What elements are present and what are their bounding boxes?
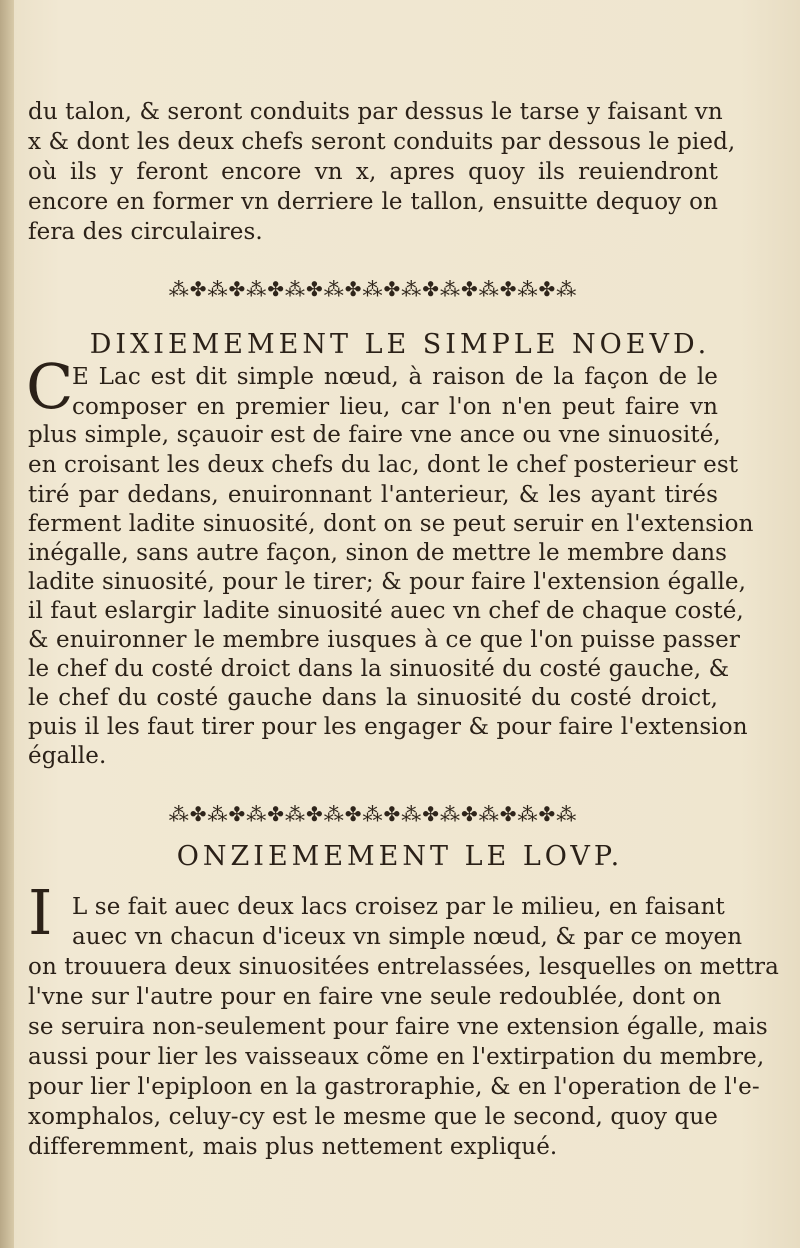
- text-line: E Lac est dit simple nœud, à raison de la façon de le: [72, 364, 718, 390]
- text-line: le chef du costé droict dans la sinuosité du costé gauche, &: [28, 656, 730, 682]
- drop-cap: I: [28, 876, 53, 949]
- text-line: puis il les faut tirer pour les engager & pour faire l'extension: [28, 714, 748, 740]
- text-line: du talon, & seront conduits par dessus le tarse y faisant vn: [28, 99, 723, 125]
- text-line: le chef du costé gauche dans la sinuosité du costé droict,: [28, 685, 718, 711]
- text-line: l'vne sur l'autre pour en faire vne seule redoublée, dont on: [28, 984, 722, 1010]
- text-line: plus simple, sçauoir est de faire vne ance ou vne sinuosité,: [28, 422, 721, 448]
- text-line: pour lier l'epiploon en la gastroraphie, & en l'operation de l'e-: [28, 1074, 760, 1100]
- text-line: ladite sinuosité, pour le tirer; & pour faire l'extension égalle,: [28, 569, 747, 595]
- text-line: auec vn chacun d'iceux vn simple nœud, & par ce moyen: [72, 924, 743, 950]
- text-line: on trouuera deux sinuositées entrelassées, lesquelles on mettra: [28, 954, 779, 980]
- text-line: se seruira non-seulement pour faire vne extension égalle, mais: [28, 1014, 768, 1040]
- printer-ornament: ⁂✤⁂✤⁂✤⁂✤⁂✤⁂✤⁂✤⁂✤⁂✤⁂✤⁂: [168, 802, 578, 826]
- text-line: inégalle, sans autre façon, sinon de mettre le membre dans: [28, 540, 728, 566]
- text-line: il faut eslargir ladite sinuosité auec vn chef de chaque costé,: [28, 598, 744, 624]
- text-line: où ils y feront encore vn x, apres quoy ils reuiendront: [28, 159, 718, 185]
- text-line: differemment, mais plus nettement expliqué.: [28, 1134, 558, 1160]
- printer-ornament: ⁂✤⁂✤⁂✤⁂✤⁂✤⁂✤⁂✤⁂✤⁂✤⁂✤⁂: [168, 277, 578, 301]
- drop-cap: C: [26, 350, 74, 423]
- text-line: composer en premier lieu, car l'on n'en peut faire vn: [72, 394, 718, 420]
- text-line: ferment ladite sinuosité, dont on se peut seruir en l'extension: [28, 511, 754, 537]
- text-line: aussi pour lier les vaisseaux cõme en l'extirpation du membre,: [28, 1044, 765, 1070]
- section-heading: DIXIEMEMENT LE SIMPLE NOEVD.: [89, 329, 711, 360]
- text-line: tiré par dedans, enuironnant l'anterieur, & les ayant tirés: [28, 482, 718, 508]
- text-line: encore en former vn derriere le tallon, ensuitte dequoy on: [28, 189, 718, 215]
- text-line: x & dont les deux chefs seront conduits par dessous le pied,: [28, 129, 736, 155]
- section-heading: ONZIEMEMENT LE LOVP.: [176, 841, 624, 872]
- text-line: égalle.: [28, 743, 107, 769]
- page-gutter: [0, 0, 14, 1248]
- text-line: xomphalos, celuy-cy est le mesme que le second, quoy que: [28, 1104, 718, 1130]
- text-line: L se fait auec deux lacs croisez par le milieu, en faisant: [72, 894, 725, 920]
- text-line: en croisant les deux chefs du lac, dont le chef posterieur est: [28, 452, 739, 478]
- text-line: & enuironner le membre iusques à ce que l'on puisse passer: [28, 627, 740, 653]
- text-line: fera des circulaires.: [28, 219, 263, 245]
